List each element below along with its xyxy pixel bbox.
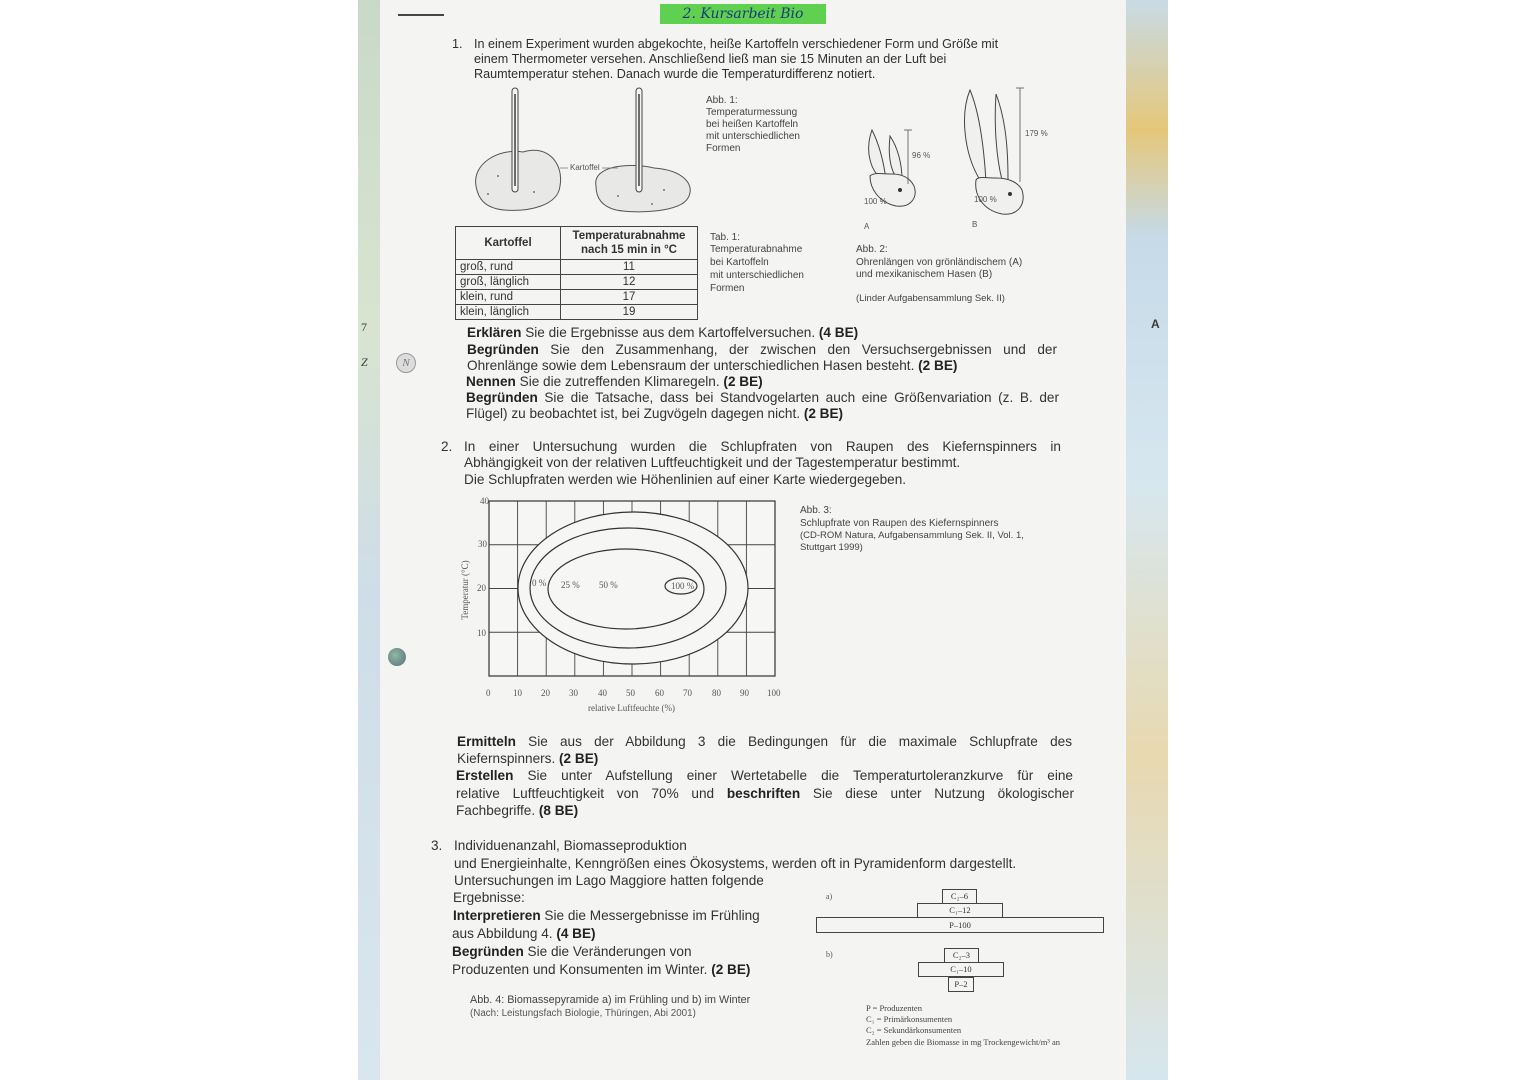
x-tick: 30: [569, 688, 578, 698]
task3-line2: und Energieinhalte, Kenngrößen eines Ökosystems, werden oft in Pyramidenform dargestellt.: [454, 856, 1017, 871]
x-tick: 80: [712, 688, 721, 698]
y-axis-label: Temperatur (°C): [460, 560, 470, 620]
table-cell-value: 12: [561, 275, 698, 290]
task3-instruction-1b: aus Abbildung 4. (4 BE): [452, 926, 596, 941]
fig1-caption-line5: Formen: [706, 143, 741, 154]
task1-number: 1.: [452, 37, 463, 51]
hare-a-label: A: [864, 222, 870, 231]
table-cell-form: klein, länglich: [456, 305, 561, 320]
task2-intro-line1: In einer Untersuchung wurden die Schlupfraten von Raupen des Kiefernspinners in: [464, 439, 1061, 454]
contour-label-50: 50 %: [599, 580, 618, 590]
table-cell-value: 17: [561, 290, 698, 305]
table-cell-form: klein, rund: [456, 290, 561, 305]
fig1-caption-line3: bei heißen Kartoffeln: [706, 119, 799, 130]
fig1-caption-line2: Temperaturmessung: [706, 107, 798, 118]
task1-intro-line3: Raumtemperatur stehen. Danach wurde die Temperaturdifferenz notiert.: [474, 67, 876, 81]
tab1-caption-title: Tab. 1:: [710, 232, 741, 243]
fig3-caption-line4: Stuttgart 1999): [800, 542, 863, 553]
fig1-caption-line4: mit unterschiedlichen: [706, 131, 800, 142]
legend-producers: P = Produzenten: [866, 1003, 922, 1013]
task1-instruction-2: Begründen Sie den Zusammenhang, der zwischen den Versuchsergebnissen und der: [467, 342, 1057, 357]
background-map-left: [358, 0, 380, 1080]
x-tick: 10: [513, 688, 522, 698]
task1-instruction-2b: Ohrenlänge sowie dem Lebensraum der unterschiedlichen Hasen besteht. (2 BE): [467, 358, 958, 373]
table-row: [456, 275, 698, 290]
hare-a-base-percent: 100 %: [864, 197, 887, 206]
tab1-caption-line2: Temperaturabnahme: [710, 244, 803, 255]
x-tick: 70: [683, 688, 692, 698]
fig3-caption-title: Abb. 3:: [800, 505, 832, 516]
table-row: [456, 305, 698, 320]
fig2-caption-title: Abb. 2:: [856, 244, 888, 255]
legend-secondary-consumers: C₂ = Sekundärkonsumenten: [866, 1025, 962, 1035]
x-tick: 0: [486, 688, 491, 698]
hare-b-label: B: [972, 220, 978, 229]
task2-number: 2.: [441, 439, 453, 454]
potato-thermometer-figure: [468, 86, 698, 216]
task1-instruction-4: Begründen Sie die Tatsache, dass bei Standvogelarten auch eine Größenvariation (z. B. der: [466, 390, 1059, 405]
table-cell-form: groß, rund: [456, 260, 561, 275]
fig1-caption-title: Abb. 1:: [706, 95, 738, 106]
background-map-right: [1126, 0, 1168, 1080]
task1-instruction-1: Erklären Sie die Ergebnisse aus dem Kartoffelversuchen. (4 BE): [467, 325, 859, 340]
fig3-caption-line2: Schlupfrate von Raupen des Kiefernspinners: [800, 518, 999, 529]
task3-instruction-2b: Produzenten und Konsumenten im Winter. (2 BE): [452, 962, 751, 977]
table-header-temp: [561, 227, 698, 260]
tab1-caption-line3: bei Kartoffeln: [710, 257, 769, 268]
hare-b-base-percent: 100 %: [974, 195, 997, 204]
tab1-caption-line4: mit unterschiedlichen: [710, 270, 804, 281]
pyramid-b-label: b): [826, 950, 833, 959]
legend-units-note: Zahlen geben die Biomasse in mg Trockengewicht/m³ an: [866, 1037, 1060, 1047]
task2-instruction-2: Erstellen Sie unter Aufstellung einer Wertetabelle die Temperaturtoleranzkurve für eine: [456, 768, 1073, 783]
task3-line4: Ergebnisse:: [453, 890, 525, 905]
pyramid-a-p: P–100: [816, 917, 1104, 933]
task2-intro-line2: Abhängigkeit von der relativen Luftfeuchtigkeit und der Tagestemperatur bestimmt.: [464, 455, 961, 470]
pyramid-b-p: P–2: [948, 977, 974, 992]
potato-label: Kartoffel: [570, 163, 600, 172]
contour-label-0: 0 %: [532, 578, 547, 588]
table-cell-value: 19: [561, 305, 698, 320]
y-tick-30: 30: [478, 539, 487, 549]
fig2-caption-line2: Ohrenlängen von grönländischem (A): [856, 257, 1023, 268]
task3-line1: Individuenanzahl, Biomasseproduktion: [454, 838, 687, 853]
task3-instruction-1: Interpretieren Sie die Messergebnisse im Frühling: [453, 908, 760, 923]
hare-b-ear-percent: 179 %: [1025, 129, 1048, 138]
x-tick: 40: [598, 688, 607, 698]
fig2-caption-line3: und mexikanischem Hasen (B): [856, 269, 993, 280]
x-tick: 50: [626, 688, 635, 698]
legend-primary-consumers: C₁ = Primärkonsumenten: [866, 1014, 953, 1024]
table-cell-value: 11: [561, 260, 698, 275]
task1-intro-line1: In einem Experiment wurden abgekochte, heiße Kartoffeln verschiedener Form und Größe mit: [474, 37, 999, 51]
table-header-potato: Kartoffel: [456, 227, 561, 260]
y-tick-10: 10: [477, 628, 486, 638]
task2-intro-line3: Die Schlupfraten werden wie Höhenlinien auf einer Karte wiedergegeben.: [464, 472, 907, 487]
task3-line3: Untersuchungen im Lago Maggiore hatten folgende: [454, 873, 764, 888]
margin-mark-z: Z: [361, 355, 368, 369]
task3-instruction-2: Begründen Sie die Veränderungen von: [452, 944, 692, 959]
pyramid-a-label: a): [826, 892, 833, 901]
y-tick-20: 20: [477, 583, 486, 593]
hare-ears-figure: [856, 84, 1056, 230]
pyramid-b-c1: C₁–10: [918, 962, 1004, 977]
potato-table: [455, 226, 698, 320]
table-header-temp-line2: nach 15 min in °C: [581, 244, 677, 256]
task1-instruction-4b: Flügel) zu beobachtet ist, bei Zugvögeln dagegen nicht. (2 BE): [466, 406, 844, 421]
x-axis-label: relative Luftfeuchte (%): [588, 703, 675, 713]
x-tick: 60: [655, 688, 664, 698]
pyramid-a-c2: C₂–6: [942, 889, 977, 904]
y-tick-40: 40: [480, 496, 489, 506]
task2-instruction-1b: Kiefernspinners. (2 BE): [457, 751, 599, 766]
fig3-caption-line3: (CD-ROM Natura, Aufgabensammlung Sek. II, Vol. 1,: [800, 530, 1024, 541]
fig4-source: (Nach: Leistungsfach Biologie, Thüringen, Abi 2001): [470, 1008, 696, 1019]
pyramid-b-c2: C₂–3: [944, 948, 979, 963]
contour-label-100: 100 %: [671, 581, 695, 591]
task2-instruction-1: Ermitteln Sie aus der Abbildung 3 die Bedingungen für die maximale Schlupfrate des: [457, 734, 1072, 749]
punch-hole: [388, 648, 406, 666]
contour-label-25: 25 %: [561, 580, 580, 590]
table-row: [456, 260, 698, 275]
hare-a-ear-percent: 96 %: [912, 151, 931, 160]
fig2-source: (Linder Aufgabensammlung Sek. II): [856, 293, 1005, 304]
hatch-rate-contour-chart: [488, 500, 778, 678]
fig4-caption: Abb. 4: Biomassepyramide a) im Frühling und b) im Winter: [470, 994, 751, 1006]
map-letter-a: A: [1151, 317, 1160, 331]
x-tick: 100: [767, 688, 781, 698]
exam-title-badge: 2. Kursarbeit Bio: [660, 4, 826, 24]
table-cell-form: groß, länglich: [456, 275, 561, 290]
task2-instruction-2c: Fachbegriffe. (8 BE): [456, 803, 579, 818]
task2-instruction-2b: relative Luftfeuchtigkeit von 70% und beschriften Sie diese unter Nutzung ökologischer: [456, 786, 1075, 801]
pyramid-a-c1: C₁–12: [917, 903, 1003, 918]
table-row: [456, 290, 698, 305]
header-rule: [398, 14, 444, 16]
x-tick: 90: [740, 688, 749, 698]
punch-hole-n: N: [396, 353, 416, 373]
tab1-caption-line5: Formen: [710, 283, 745, 294]
task3-number: 3.: [431, 838, 443, 853]
x-tick: 20: [541, 688, 550, 698]
table-header-temp-line1: Temperaturabnahme: [572, 230, 686, 242]
task1-instruction-3: Nennen Sie die zutreffenden Klimaregeln. (2 BE): [466, 374, 763, 389]
task1-intro-line2: einem Thermometer versehen. Anschließend ließ man sie 15 Minuten an der Luft bei: [474, 52, 947, 66]
margin-mark-7: 7: [361, 320, 367, 334]
